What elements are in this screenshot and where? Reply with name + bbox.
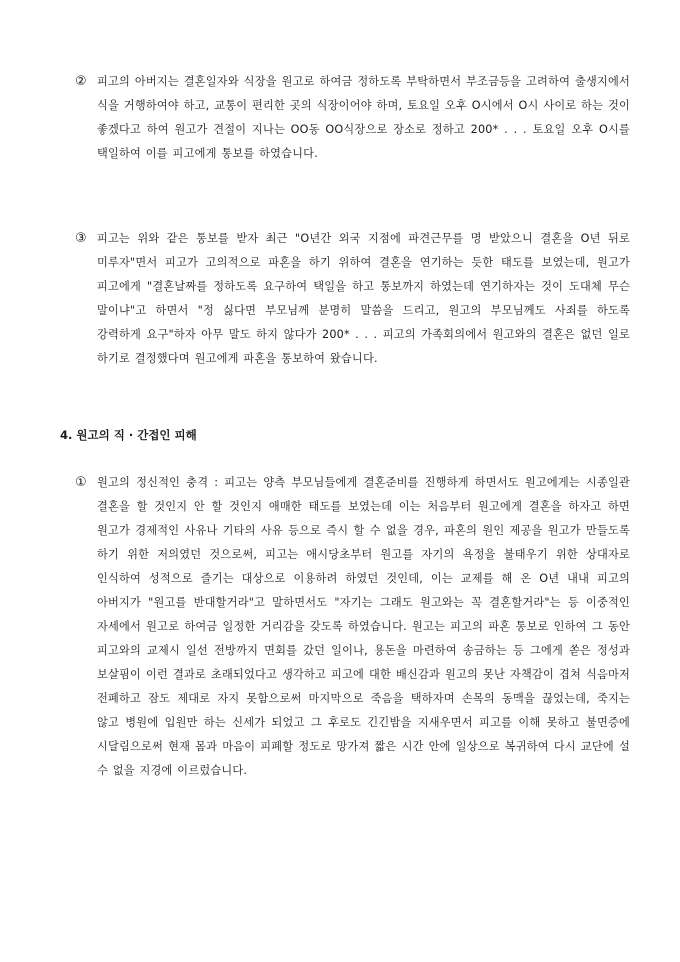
list-item: [75, 227, 630, 371]
list-item: [75, 70, 630, 166]
list-item: [75, 471, 630, 783]
item-number-2: ②: [75, 74, 87, 89]
section-heading-damages: 4. 원고의 직 · 간접인 피해: [60, 428, 197, 442]
item-number-3: ③: [75, 231, 87, 246]
paragraph-wedding-date-arrangement: 피고의 아버지는 결혼일자와 식장을 원고로 하여금 정하도록 부탁하면서 부조금등을 고려하여 출생지에서 식을 거행하여야 하고, 교통이 편리한 곳의 식장이어야 하며, 토요일 오후 O시에서 O시 사이로 하는 것이 좋겠다고 하여 원고가 견절이 지나는 OO동 OO식장으로 장소로 정하고 200* . . . 토요일 오후 O시를 택일하여 이를 피고에게 통보를 하였습니다.: [97, 75, 630, 160]
item-number-1: ①: [75, 475, 87, 490]
paragraph-engagement-cancellation: 피고는 위와 같은 통보를 받자 최근 "O년간 외국 지점에 파견근무를 명 받았으니 결혼을 O년 뒤로 미루자"면서 피고가 고의적으로 파혼을 하기 위하여 결혼을 연기하는 듯한 태도를 보였는데, 원고가 피고에게 "결혼날짜를 정하도록 요구하여 택일을 하고 통보까지 하였는데 연기하자는 것이 도대체 무슨 말이냐"고 하면서 "정 싫다면 부모님께 분명히 말씀을 드리고, 원고의 부모님께도 사죄를 하도록 강력하게 요구"하자 아무 말도 하지 않다가 200* . . . 피고의 가족회의에서 원고와의 결혼은 없던 일로 하기로 결정했다며 원고에게 파혼을 통보하여 왔습니다.: [97, 232, 630, 365]
paragraph-emotional-damage: 원고의 정신적인 충격 : 피고는 양측 부모님들에게 결혼준비를 진행하게 하면서도 원고에게는 시종일관 결혼을 할 것인지 안 할 것인지 애매한 태도를 보였는데 이는 처음부터 원고에게 결혼을 하자고 하면 원고가 경제적인 사유나 기타의 사유 등으로 즉시 할 수 없을 경우, 파혼의 원인 제공을 원고가 만들도록 하기 위한 저의였던 것으로써, 피고는 애시당초부터 원고를 자기의 욕정을 불태우기 위한 상대자로 인식하여 성적으로 즐기는 대상으로 이용하려 하였던 것인데, 이는 교제를 해 온 O년 내내 피고의 아버지가 "원고를 반대할거라"고 말하면서도 "자기는 그래도 원고와는 꼭 결혼할거라"는 등 이중적인 자세에서 원고로 하여금 일정한 거리감을 갖도록 하였습니다. 원고는 피고의 파혼 통보로 인하여 그 동안 피고와의 교제시 일선 전방까지 면회를 갔던 일이나, 용돈을 마련하여 송금하는 등 그에게 쏟은 정성과 보살핌이 이런 결과로 초래되었다고 생각하고 피고에 대한 배신감과 원고의 못난 자책감이 겹쳐 식음마저 전폐하고 잠도 제대로 자지 못함으로써 마지막으로 죽음을 택하자며 손목의 동맥을 끊었는데, 죽지는 않고 병원에 입원만 하는 신세가 되었고 그 후로도 긴긴밤을 지새우면서 피고를 이해 못하고 불면증에 시달림으로써 현재 몸과 마음이 피폐할 정도로 망가져 짧은 시간 안에 일상으로 복귀하여 다시 교단에 설 수 없을 지경에 이르렀습니다.: [97, 476, 630, 777]
